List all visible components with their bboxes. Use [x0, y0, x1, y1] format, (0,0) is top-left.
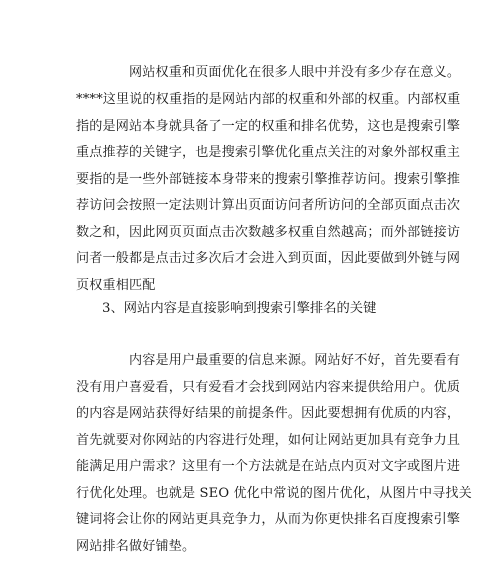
text-line: 页权重相匹配	[76, 277, 156, 293]
text-line: 网站权重和页面优化在很多人眼中并没有多少存在意义。	[76, 65, 461, 80]
text-line: 首先就要对你网站的内容进行处理，如何让网站更加具有竞争力且	[76, 432, 461, 448]
text-line: 网站排名做好铺垫。	[76, 538, 196, 554]
text-line: 重点推荐的关键字，也是搜索引擎优化重点关注的对象外部权重主	[76, 145, 461, 160]
section-heading: 3、网站内容是直接影响到搜索引擎排名的关键	[102, 301, 377, 316]
text-line: ****这里说的权重指的是网站内部的权重和外部的权重。内部权重	[76, 92, 461, 107]
paragraph-1	[76, 60, 461, 87]
text-line: 内容是用户最重要的信息来源。网站好不好，首先要看有	[76, 353, 461, 368]
text-line: 行优化处理。也就是 SEO 优化中常说的图片优化，从图片中寻找关	[76, 485, 472, 501]
text-line: 要指的是一些外部链接本身带来的搜索引擎推荐访问。搜索引擎推	[76, 171, 461, 187]
text-line: 没有用户喜爱看，只有爱看才会找到网站内容来提供给用户。优质	[76, 379, 461, 395]
text-line: 指的是网站本身就具备了一定的权重和排名优势，这也是搜索引擎	[76, 118, 461, 134]
text-line: 问者一般都是点击过多次后才会进入到页面，因此要做到外链与网	[76, 251, 461, 266]
paragraph-3	[76, 348, 472, 560]
text-line: 的内容是网站获得好结果的前提条件。因此要想拥有优质的内容，	[76, 406, 461, 421]
text-line: 能满足用户需求？这里有一个方法就是在站点内页对文字或图片进	[76, 459, 461, 474]
text-line: 数之和，因此网页页面点击次数越多权重自然越高；而外部链接访	[76, 224, 461, 240]
paragraph-2	[76, 87, 461, 299]
text-line: 键词将会让你的网站更具竞争力，从而为你更快排名百度搜索引擎	[76, 512, 461, 527]
text-line: 荐访问会按照一定法则计算出页面访问者所访问的全部页面点击次	[76, 198, 461, 213]
